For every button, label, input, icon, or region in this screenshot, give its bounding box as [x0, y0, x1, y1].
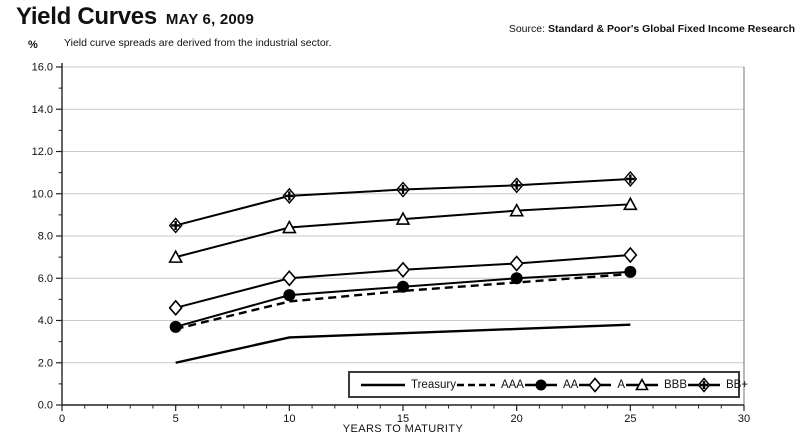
y-tick-label: 10.0 — [31, 188, 53, 201]
legend-aaa-sample-icon — [456, 377, 496, 393]
page-title: Yield Curves — [16, 3, 157, 30]
x-tick-label: 5 — [172, 413, 179, 425]
legend-item-a — [578, 377, 625, 393]
y-axis-unit-label: % — [28, 39, 38, 51]
y-tick-label: 4.0 — [37, 315, 53, 327]
legend-bbplus-sample-icon — [687, 377, 721, 393]
legend-item-aa — [524, 377, 578, 393]
legend-a-sample-icon — [578, 377, 612, 393]
legend-aa-sample-icon — [524, 377, 558, 393]
legend-label-bbplus: BB+ — [726, 378, 749, 391]
x-tick-label: 20 — [510, 413, 523, 425]
legend-label-a: A — [617, 378, 625, 391]
source-prefix: Source: — [508, 23, 546, 35]
legend-bbb-sample-icon — [625, 377, 659, 393]
legend-label-aa: AA — [562, 378, 579, 391]
chart-subtitle: Yield curve spreads are derived from the industrial sector. — [64, 37, 332, 49]
x-tick-label: 0 — [58, 413, 66, 425]
x-tick-label: 25 — [624, 413, 637, 425]
legend-item-bbb — [625, 377, 687, 393]
y-tick-label: 2.0 — [37, 357, 53, 370]
axes — [62, 63, 744, 405]
y-tick-label: 6.0 — [37, 272, 53, 285]
y-tick-label: 14.0 — [31, 103, 53, 116]
x-tick-label: 30 — [737, 413, 751, 425]
x-axis-ticks — [59, 405, 750, 425]
y-tick-label: 0.0 — [37, 399, 53, 412]
y-tick-label: 8.0 — [37, 230, 53, 243]
y-axis-ticks — [32, 62, 62, 412]
x-tick-label: 15 — [396, 413, 410, 425]
legend-label-aaa: AAA — [500, 378, 524, 391]
legend-item-treasury — [360, 377, 456, 393]
x-tick-label: 10 — [283, 413, 296, 425]
x-axis-title: YEARS TO MATURITY — [342, 423, 464, 435]
source-text: Standard & Poor's Global Fixed Income Research — [548, 23, 795, 35]
legend-treasury-sample-icon — [360, 377, 406, 393]
legend-label-treasury: Treasury — [411, 378, 456, 391]
legend-label-bbb: BBB — [663, 378, 687, 391]
legend-item-bbplus — [687, 377, 748, 393]
y-tick-label: 16.0 — [31, 61, 53, 74]
chart-legend — [348, 371, 749, 398]
title-date: MAY 6, 2009 — [165, 11, 255, 28]
legend-item-aaa — [456, 377, 524, 393]
y-tick-label: 12.0 — [31, 146, 53, 158]
series-line-treasury — [176, 325, 631, 363]
